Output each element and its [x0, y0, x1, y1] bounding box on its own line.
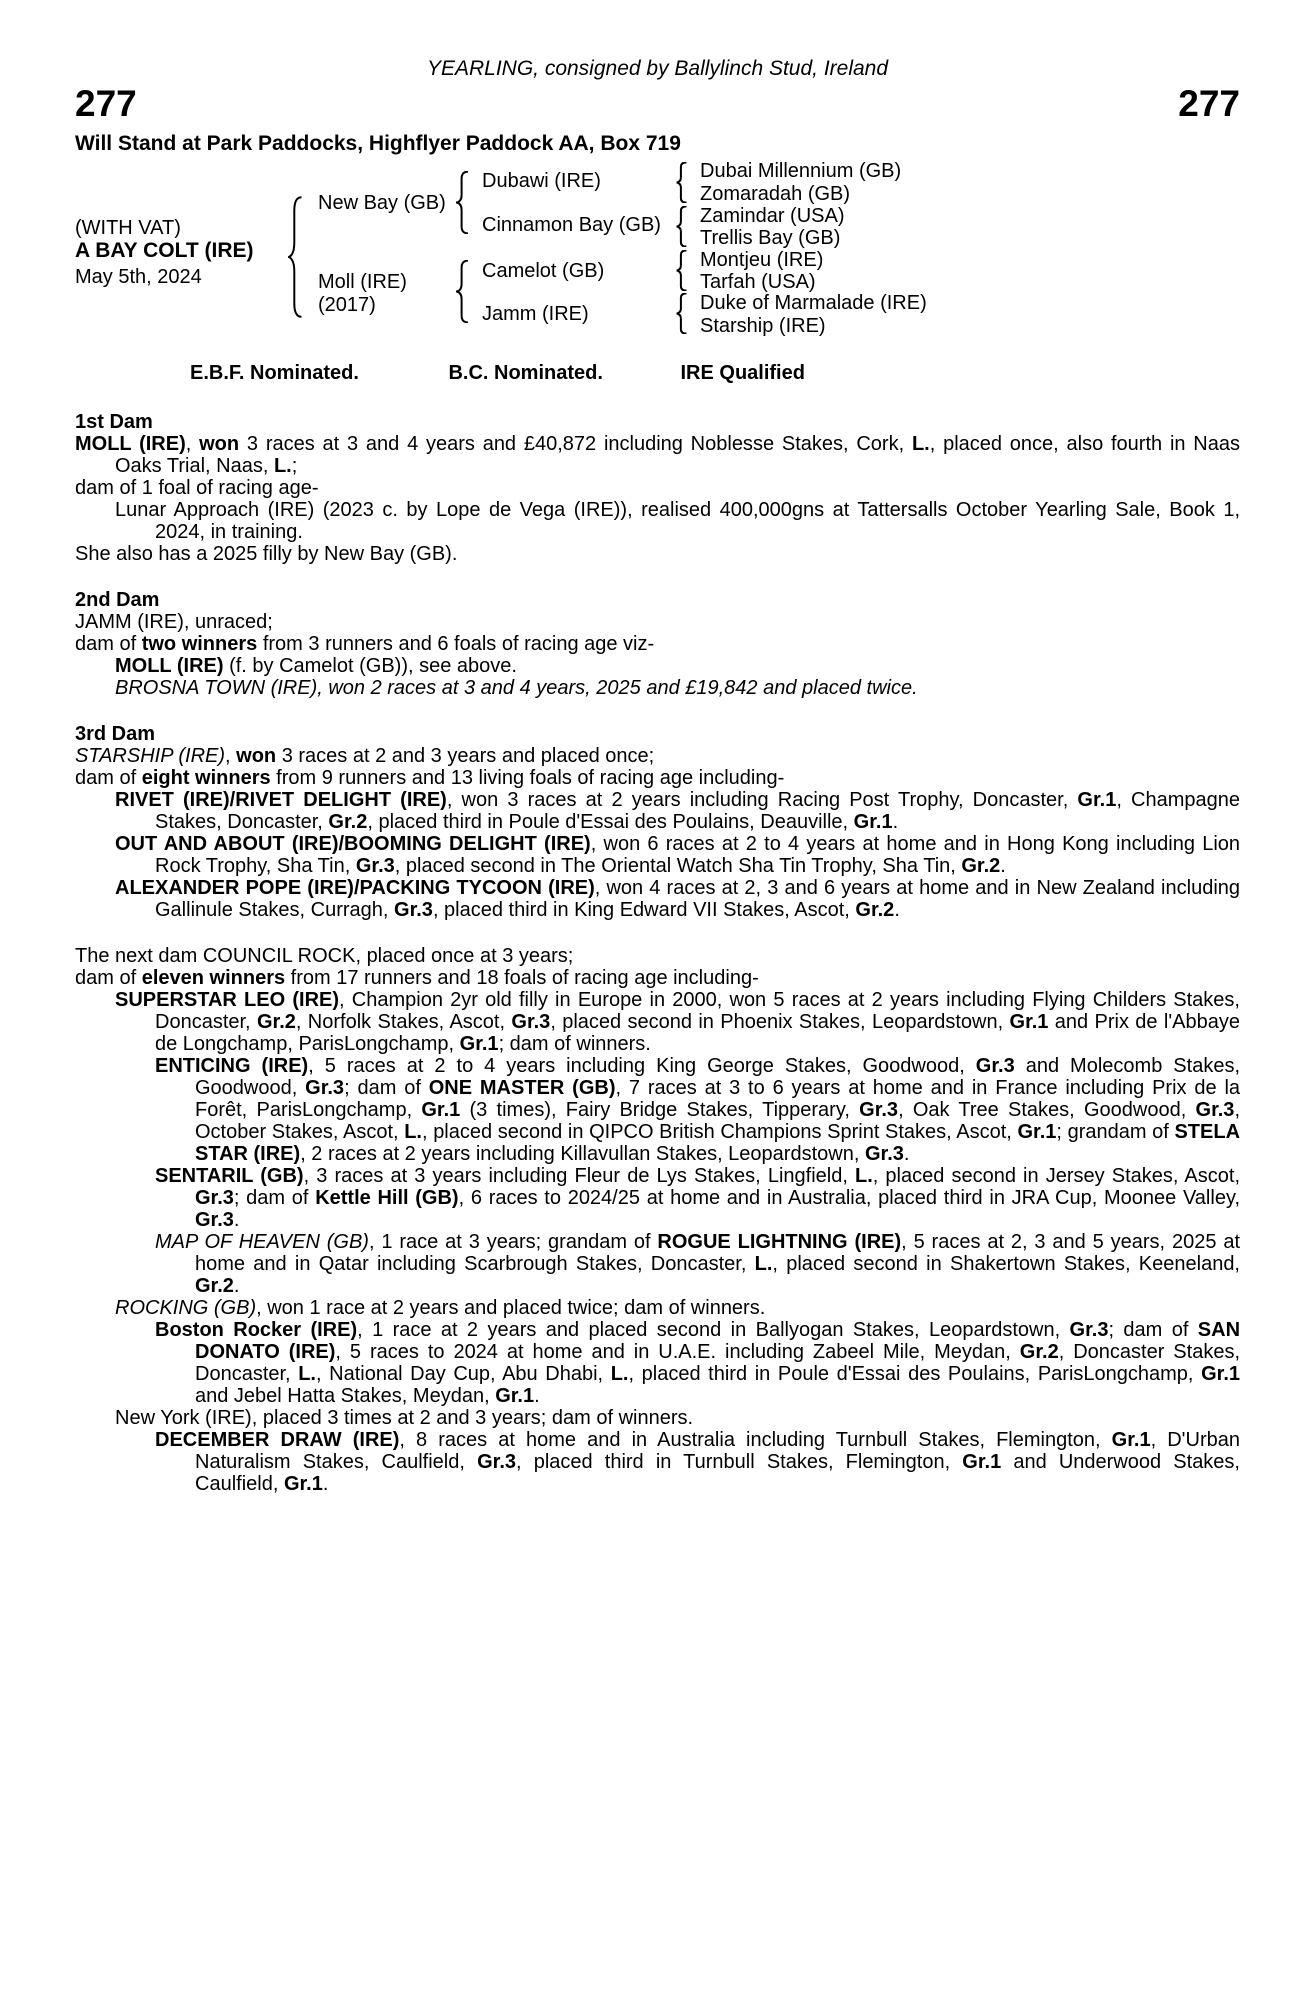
- dam-name: Moll (IRE): [318, 271, 407, 293]
- text-run: Lunar Approach (IRE) (2023 c. by Lope de Vega (IRE)), realised 400,000gns at Tattersalls October Yearling Sale, Book 1, 2024, in training.: [115, 499, 1240, 543]
- text-run: JAMM (IRE), unraced;: [75, 611, 273, 633]
- text-run: , won 2 races at 3 and 4 years, 2025 and £19,842 and placed twice.: [317, 677, 918, 699]
- text-run: MOLL (IRE): [115, 655, 224, 677]
- text-run: OUT AND ABOUT (IRE)/BOOMING DELIGHT (IRE): [115, 833, 591, 855]
- pedigree-brace-gen1: [288, 196, 306, 318]
- pedigree-brace-gen3-2: [676, 206, 690, 247]
- text-run: eleven winners: [141, 967, 286, 989]
- ancestor-name: Starship (IRE): [700, 315, 826, 337]
- text-run: Gr.1: [1077, 789, 1117, 811]
- text-run: .: [322, 1473, 329, 1495]
- pedigree-paragraph: [75, 989, 1240, 1055]
- text-run: L.: [273, 455, 292, 477]
- text-run: Gr.3: [355, 855, 395, 877]
- text-run: Gr.2: [1019, 1341, 1059, 1363]
- ancestor-name: Zamindar (USA): [700, 205, 845, 227]
- pedigree-paragraph: [75, 1165, 1240, 1231]
- dam-birth-year: (2017): [318, 294, 376, 316]
- sire-dam-name: Cinnamon Bay (GB): [482, 214, 661, 236]
- text-run: ; dam of winners.: [498, 1033, 651, 1055]
- text-run: Gr.3: [477, 1451, 516, 1473]
- pedigree-paragraph: [75, 833, 1240, 877]
- text-run: , Champion 2yr old filly in Europe in 2000, won 5 races at 2 years including Flying Childers Stakes, Doncaster,: [155, 989, 1240, 1033]
- pedigree-paragraph: [75, 633, 1240, 655]
- text-run: and Prix de l'Abbaye de Longchamp, ParisLongchamp,: [155, 1011, 1240, 1055]
- text-run: 3 races at 3 and 4 years and £40,872 including Noblesse Stakes, Cork,: [239, 433, 912, 455]
- text-run: Gr.2: [328, 811, 368, 833]
- section-heading: 2nd Dam: [75, 589, 160, 611]
- text-run: Gr.1: [1009, 1011, 1049, 1033]
- ancestor-name: Trellis Bay (GB): [700, 227, 841, 249]
- dam-dam-name: Jamm (IRE): [482, 303, 589, 325]
- pedigree-paragraph: [75, 543, 1240, 565]
- text-run: , 5 races at 2, 3 and 5 years, 2025 at home and in Qatar including Scarbrough Stakes, Doncaster,: [195, 1231, 1241, 1275]
- text-run: SUPERSTAR LEO (IRE): [115, 989, 340, 1011]
- lot-number-row: [75, 84, 1240, 124]
- text-run: L.: [911, 433, 930, 455]
- lot-number-left: 277: [75, 83, 137, 124]
- pedigree-brace-gen3-1: [676, 162, 690, 203]
- ancestor-name: Dubai Millennium (GB): [700, 160, 902, 182]
- pedigree-paragraph: [75, 477, 1240, 499]
- text-run: , won 1 race at 2 years and placed twice; dam of winners.: [256, 1297, 766, 1319]
- pedigree-paragraph: [75, 611, 1240, 633]
- ebf-nominated-label: E.B.F. Nominated.: [190, 362, 359, 384]
- text-run: (f. by Camelot (GB)), see above.: [223, 655, 517, 677]
- text-run: SAN DONATO (IRE): [195, 1319, 1241, 1363]
- text-run: ;: [291, 455, 298, 477]
- text-run: from 3 runners and 6 foals of racing age viz-: [257, 633, 655, 655]
- pedigree-brace-sire: [456, 171, 472, 234]
- text-run: , placed third in Poule d'Essai des Poulains, Deauville,: [367, 811, 854, 833]
- text-run: Gr.3: [305, 1077, 345, 1099]
- text-run: DECEMBER DRAW (IRE): [155, 1429, 400, 1451]
- text-run: won: [199, 433, 240, 455]
- text-run: L.: [854, 1165, 873, 1187]
- pedigree-paragraph: [75, 789, 1240, 833]
- text-run: , 2 races at 2 years including Killavullan Stakes, Leopardstown,: [300, 1143, 865, 1165]
- text-run: won: [236, 745, 277, 767]
- pedigree-paragraph: [75, 877, 1240, 921]
- text-run: L.: [754, 1253, 773, 1275]
- sire-name: New Bay (GB): [318, 192, 446, 214]
- text-run: ALEXANDER POPE (IRE)/PACKING TYCOON (IRE): [115, 877, 595, 899]
- pedigree-paragraph: [75, 1297, 1240, 1319]
- text-run: STARSHIP (IRE): [75, 745, 226, 767]
- text-run: BROSNA TOWN (IRE): [115, 677, 318, 699]
- text-run: dam of: [75, 633, 142, 655]
- text-run: and Underwood Stakes, Caulfield,: [195, 1451, 1240, 1495]
- sire-sire-name: Dubawi (IRE): [482, 170, 601, 192]
- text-run: L.: [298, 1363, 316, 1385]
- foal-date: May 5th, 2024: [75, 266, 202, 288]
- pedigree-paragraph: [75, 433, 1240, 477]
- pedigree-brace-gen3-3: [676, 250, 690, 291]
- text-run: , placed second in Phoenix Stakes, Leopardstown,: [550, 1011, 1010, 1033]
- text-run: ,: [185, 433, 200, 455]
- text-run: The next dam COUNCIL ROCK, placed once at 3 years;: [75, 945, 574, 967]
- pedigree-brace-dam: [456, 260, 472, 323]
- text-run: , 8 races at home and in Australia including Turnbull Stakes, Flemington,: [399, 1429, 1112, 1451]
- text-run: , placed second in Jersey Stakes, Ascot,: [872, 1165, 1241, 1187]
- text-run: Gr.2: [855, 899, 895, 921]
- text-run: and Molecomb Stakes, Goodwood,: [195, 1055, 1240, 1099]
- text-run: , won 3 races at 2 years including Racing Post Trophy, Doncaster,: [446, 789, 1078, 811]
- text-run: ROCKING (GB): [115, 1297, 257, 1319]
- text-run: She also has a 2025 filly by New Bay (GB).: [75, 543, 458, 565]
- text-run: MOLL (IRE): [75, 433, 186, 455]
- text-run: , 1 race at 3 years; grandam of: [368, 1231, 658, 1253]
- text-run: Gr.1: [495, 1385, 535, 1407]
- text-run: , October Stakes, Ascot,: [195, 1099, 1240, 1143]
- pedigree-brace-gen3-4: [676, 293, 690, 334]
- text-run: Gr.1: [283, 1473, 323, 1495]
- text-run: Gr.3: [195, 1187, 234, 1209]
- text-run: .: [892, 811, 899, 833]
- text-run: L.: [610, 1363, 629, 1385]
- text-run: , placed third in King Edward VII Stakes, Ascot,: [432, 899, 856, 921]
- consignor-line: YEARLING, consigned by Ballylinch Stud, Ireland: [426, 57, 889, 80]
- horse-description: A BAY COLT (IRE): [75, 239, 254, 262]
- pedigree-paragraph: [75, 499, 1240, 543]
- text-run: Gr.3: [975, 1055, 1015, 1077]
- text-run: 3 races at 2 and 3 years and placed once;: [276, 745, 655, 767]
- text-run: Gr.1: [962, 1451, 1002, 1473]
- text-run: Kettle Hill (GB): [315, 1187, 459, 1209]
- text-run: New York (IRE), placed 3 times at 2 and 3 years; dam of winners.: [115, 1407, 694, 1429]
- text-run: Gr.2: [256, 1011, 296, 1033]
- pedigree-paragraph: [75, 655, 1240, 677]
- pedigree-paragraph: [75, 1407, 1240, 1429]
- text-run: .: [1000, 855, 1006, 877]
- text-run: , 5 races at 2 to 4 years including King George Stakes, Goodwood,: [308, 1055, 976, 1077]
- text-run: .: [233, 1275, 240, 1297]
- text-run: , National Day Cup, Abu Dhabi,: [316, 1363, 611, 1385]
- text-run: Gr.3: [394, 899, 433, 921]
- section-heading: 1st Dam: [75, 411, 153, 433]
- text-run: , Norfolk Stakes, Ascot,: [295, 1011, 512, 1033]
- dam-sire-name: Camelot (GB): [482, 260, 605, 282]
- text-run: , placed second in QIPCO British Champions Sprint Stakes, Ascot,: [422, 1121, 1018, 1143]
- text-run: , 6 races to 2024/25 at home and in Australia, placed third in JRA Cup, Moonee Valley,: [458, 1187, 1241, 1209]
- text-run: from 17 runners and 18 foals of racing age including-: [285, 967, 759, 989]
- ire-qualified-label: IRE Qualified: [680, 362, 805, 384]
- text-run: , placed third in Turnbull Stakes, Flemington,: [516, 1451, 963, 1473]
- text-run: ; dam of: [233, 1187, 316, 1209]
- ancestor-name: Zomaradah (GB): [700, 183, 851, 205]
- text-run: , Oak Tree Stakes, Goodwood,: [898, 1099, 1196, 1121]
- pedigree-paragraph: [75, 1055, 1240, 1165]
- text-run: , placed second in Shakertown Stakes, Keeneland,: [772, 1253, 1240, 1275]
- text-run: ; dam of: [1108, 1319, 1198, 1341]
- text-run: , 1 race at 2 years and placed second in Ballyogan Stakes, Leopardstown,: [357, 1319, 1070, 1341]
- text-run: , 7 races at 3 to 6 years at home and in France including Prix de la Forêt, ParisLongchamp,: [195, 1077, 1241, 1121]
- text-run: , placed second in The Oriental Watch Sha Tin Trophy, Sha Tin,: [394, 855, 962, 877]
- pedigree-paragraph: [75, 1319, 1240, 1407]
- text-run: , placed once, also fourth in Naas Oaks Trial, Naas,: [115, 433, 1240, 477]
- pedigree-paragraph: [75, 967, 1240, 989]
- lot-number-right: 277: [1178, 83, 1240, 124]
- text-run: SENTARIL (GB): [155, 1165, 304, 1187]
- text-run: Gr.1: [459, 1033, 499, 1055]
- text-run: Gr.2: [961, 855, 1001, 877]
- text-run: two winners: [141, 633, 258, 655]
- text-run: Gr.3: [1195, 1099, 1235, 1121]
- text-run: Gr.1: [1111, 1429, 1151, 1451]
- text-run: dam of: [75, 967, 142, 989]
- pedigree-paragraph: [75, 745, 1240, 767]
- text-run: Gr.3: [195, 1209, 234, 1231]
- text-run: Boston Rocker (IRE): [155, 1319, 358, 1341]
- ancestor-name: Tarfah (USA): [700, 271, 816, 293]
- text-run: ,: [225, 745, 237, 767]
- text-run: , Doncaster Stakes, Doncaster,: [195, 1341, 1241, 1385]
- text-run: MAP OF HEAVEN (GB): [155, 1231, 369, 1253]
- text-run: and Jebel Hatta Stakes, Meydan,: [195, 1385, 496, 1407]
- body: [75, 411, 1240, 1495]
- text-run: .: [903, 1143, 910, 1165]
- pedigree-paragraph: [75, 1231, 1240, 1297]
- text-run: Gr.3: [1069, 1319, 1109, 1341]
- nominations-line: [75, 362, 1240, 385]
- text-run: , D'Urban Naturalism Stakes, Caulfield,: [195, 1429, 1240, 1473]
- vat-note: (WITH VAT): [75, 217, 181, 239]
- text-run: dam of: [75, 767, 142, 789]
- text-run: eight winners: [141, 767, 271, 789]
- bc-nominated-label: B.C. Nominated.: [448, 362, 603, 384]
- text-run: Gr.3: [511, 1011, 551, 1033]
- text-run: Gr.3: [864, 1143, 904, 1165]
- text-run: ENTICING (IRE): [155, 1055, 309, 1077]
- pedigree-paragraph: [75, 945, 1240, 967]
- pedigree-paragraph: [75, 1429, 1240, 1495]
- text-run: dam of 1 foal of racing age-: [75, 477, 319, 499]
- text-run: RIVET (IRE)/RIVET DELIGHT (IRE): [115, 789, 447, 811]
- pedigree-paragraph: [75, 767, 1240, 789]
- text-run: , 5 races to 2024 at home and in U.A.E. including Zabeel Mile, Meydan,: [335, 1341, 1020, 1363]
- text-run: .: [534, 1385, 540, 1407]
- text-run: ONE MASTER (GB): [428, 1077, 616, 1099]
- text-run: Gr.1: [1017, 1121, 1057, 1143]
- text-run: L.: [404, 1121, 422, 1143]
- text-run: Gr.1: [853, 811, 893, 833]
- text-run: , Champagne Stakes, Doncaster,: [155, 789, 1240, 833]
- text-run: Gr.1: [1201, 1363, 1240, 1385]
- text-run: Gr.1: [421, 1099, 461, 1121]
- pedigree-paragraph: [75, 677, 1240, 699]
- section-heading: 3rd Dam: [75, 723, 156, 745]
- text-run: ; grandam of: [1056, 1121, 1175, 1143]
- text-run: , 3 races at 3 years including Fleur de Lys Stakes, Lingfield,: [303, 1165, 855, 1187]
- ancestor-name: Montjeu (IRE): [700, 249, 824, 271]
- text-run: , won 6 races at 2 to 4 years at home and in Hong Kong including Lion Rock Trophy, Sha Tin,: [155, 833, 1241, 877]
- text-run: .: [233, 1209, 240, 1231]
- stand-location-line: Will Stand at Park Paddocks, Highflyer Paddock AA, Box 719: [75, 132, 681, 155]
- text-run: , placed third in Poule d'Essai des Poulains, ParisLongchamp,: [628, 1363, 1202, 1385]
- text-run: ; dam of: [344, 1077, 429, 1099]
- text-run: from 9 runners and 13 living foals of racing age including-: [270, 767, 785, 789]
- text-run: , won 4 races at 2, 3 and 6 years at home and in New Zealand including Gallinule Stakes, Curragh,: [155, 877, 1241, 921]
- pedigree-table: [75, 160, 1240, 360]
- text-run: (3 times), Fairy Bridge Stakes, Tipperary,: [460, 1099, 860, 1121]
- text-run: .: [894, 899, 900, 921]
- text-run: Gr.3: [859, 1099, 899, 1121]
- text-run: ROGUE LIGHTNING (IRE): [657, 1231, 902, 1253]
- ancestor-name: Duke of Marmalade (IRE): [700, 292, 927, 314]
- text-run: Gr.2: [195, 1275, 234, 1297]
- text-run: STELA STAR (IRE): [195, 1121, 1241, 1165]
